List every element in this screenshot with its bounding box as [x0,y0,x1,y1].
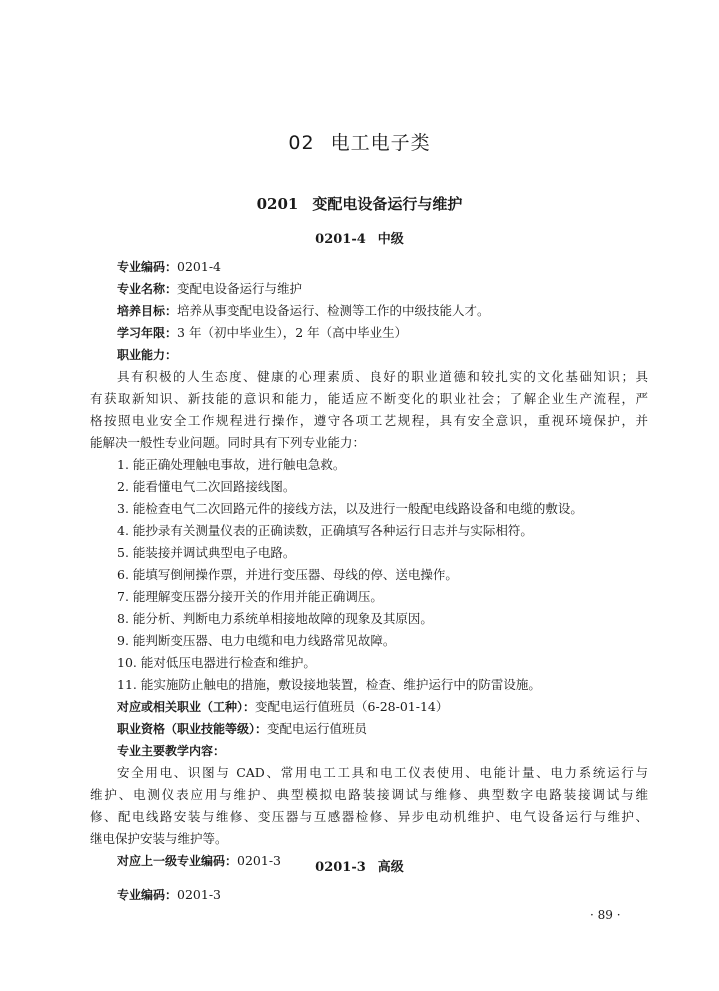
level-name: 中级 [377,232,404,247]
chapter-title [0,128,719,155]
ability-item: 9. 能判断变压器、电力电缆和电力线路常见故障。 [117,633,396,648]
level-heading-advanced [0,856,719,875]
ability-item: 7. 能理解变压器分接开关的作用并能正确调压。 [117,589,383,604]
field-qualification: 职业资格（职业技能等级）：变配电运行值班员 [117,721,368,736]
section-number: 0201 [256,195,299,213]
field-ability-heading: 职业能力： [117,348,178,362]
ability-item: 2. 能看懂电气二次回路接线图。 [117,479,296,494]
ability-paragraph-line: 有获取新知识、新技能的意识和能力，能适应不断变化的职业社会；了解企业生产流程，严 [90,391,648,406]
level-number: 0201-3 [315,860,366,875]
field-major-code: 专业编码：0201-3 [117,887,222,902]
field-related-occupation: 对应或相关职业（工种）：变配电运行值班员（6-28-01-14） [117,699,449,714]
level-number: 0201-4 [315,232,366,247]
ability-item: 1. 能正确处理触电事故，进行触电急救。 [117,457,346,472]
page-number: · 89 · [590,908,621,922]
ability-item: 3. 能检查电气二次回路元件的接线方法，以及进行一般配电线路设备和电缆的敷设。 [117,501,583,516]
field-study-period: 学习年限：3 年（初中毕业生），2 年（高中毕业生） [117,325,408,340]
chapter-name: 电工电子类 [330,132,431,154]
teaching-paragraph-line: 维护、电测仪表应用与维护、典型模拟电路装接调试与维修、典型数字电路装接调试与维 [90,787,648,802]
field-major-name: 专业名称：变配电设备运行与维护 [117,281,303,296]
ability-item: 8. 能分析、判断电力系统单相接地故障的现象及其原因。 [117,611,433,626]
field-teaching-heading: 专业主要教学内容： [117,744,226,758]
field-upper-code: 对应上一级专业编码：0201-3 [117,853,282,868]
ability-paragraph-line: 能解决一般性专业问题。同时具有下列专业能力： [90,435,366,450]
field-major-code: 专业编码：0201-4 [117,259,222,274]
teaching-paragraph-line: 继电保护安装与维护等。 [90,831,228,846]
ability-paragraph-line: 具有积极的人生态度、健康的心理素质、良好的职业道德和较扎实的文化基础知识；具 [117,369,648,384]
ability-item: 6. 能填写倒闸操作票，并进行变压器、母线的停、送电操作。 [117,567,458,582]
section-title [0,193,719,214]
ability-item: 5. 能装接并调试典型电子电路。 [117,545,296,560]
ability-item: 4. 能抄录有关测量仪表的正确读数，正确填写各种运行日志并与实际相符。 [117,523,533,538]
main-content [90,256,648,872]
teaching-paragraph-line: 安全用电、识图与 CAD、常用电工工具和电工仪表使用、电能计量、电力系统运行与 [117,765,648,780]
ability-paragraph-line: 格按照电业安全工作规程进行操作，遵守各项工艺规程，具有安全意识，重视环境保护，并 [90,413,648,428]
level-heading-intermediate [0,228,719,247]
chapter-number: 02 [288,132,315,154]
ability-item: 10. 能对低压电器进行检查和维护。 [117,655,316,670]
next-content [90,884,648,906]
level-name: 高级 [377,860,404,875]
ability-item: 11. 能实施防止触电的措施，敷设接地装置，检查、维护运行中的防雷设施。 [117,677,541,692]
section-name: 变配电设备运行与维护 [312,195,463,213]
teaching-paragraph-line: 修、配电线路安装与维修、变压器与互感器检修、异步电动机维护、电气设备运行与维护、 [90,809,648,824]
field-training-goal: 培养目标：培养从事变配电设备运行、检测等工作的中级技能人才。 [117,303,490,318]
